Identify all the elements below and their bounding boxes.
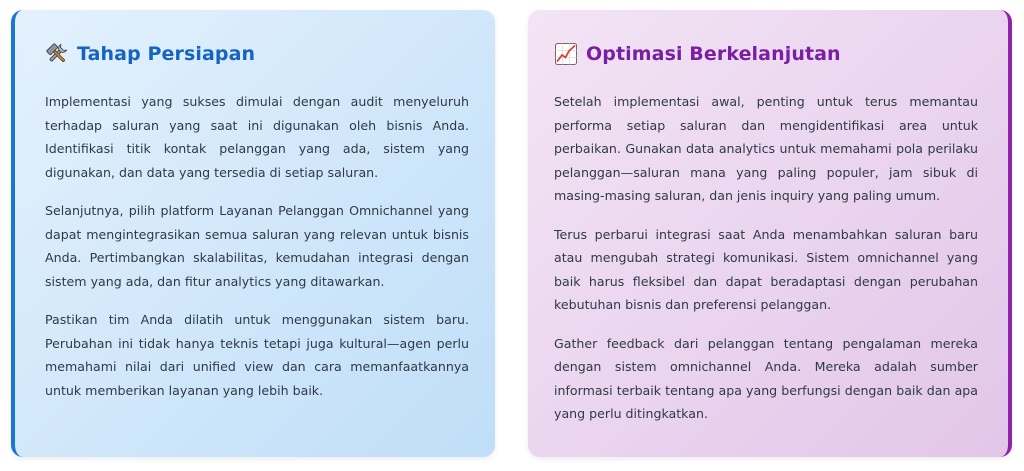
card-title-row	[554, 40, 978, 68]
card-title: Tahap Persiapan	[77, 43, 256, 65]
card-title-row	[45, 40, 469, 68]
hammer-wrench-icon	[45, 42, 69, 66]
card-paragraph: Setelah implementasi awal, penting untuk terus memantau performa setiap saluran dan mengidentifikasi area untuk perbaikan. Gunakan data analytics untuk memahami pola perilaku pelanggan—saluran mana yang paling populer, jam sibuk di masing-masing saluran, dan jenis inquiry yang paling umum.	[554, 94, 978, 203]
card-paragraph: Pastikan tim Anda dilatih untuk menggunakan sistem baru. Perubahan ini tidak hanya teknis tetapi juga kultural—agen perlu memahami nilai dari unified view dan cara memanfaatkannya untuk memberikan layanan yang lebih baik.	[45, 312, 469, 398]
card-optimization	[528, 10, 1012, 457]
card-paragraph: Terus perbarui integrasi saat Anda menambahkan saluran baru atau mengubah strategi komunikasi. Sistem omnichannel yang baik harus fleksibel dan dapat beradaptasi dengan perubahan kebutuhan bisnis dan preferensi pelanggan.	[554, 226, 978, 312]
card-preparation	[11, 10, 495, 457]
card-paragraph: Gather feedback dari pelanggan tentang pengalaman mereka dengan sistem omnichannel Anda. Mereka adalah sumber informasi terbaik tentang apa yang berfungsi dengan baik dan apa yang perlu ditingkatkan.	[554, 335, 978, 421]
chart-increasing-icon	[554, 42, 578, 66]
card-paragraph: Implementasi yang sukses dimulai dengan audit menyeluruh terhadap saluran yang saat ini digunakan oleh bisnis Anda. Identifikasi titik kontak pelanggan yang ada, sistem yang digunakan, dan data yang tersedia di setiap saluran.	[45, 94, 469, 180]
card-title: Optimasi Berkelanjutan	[586, 43, 841, 65]
card-paragraph: Selanjutnya, pilih platform Layanan Pelanggan Omnichannel yang dapat mengintegrasikan semua saluran yang relevan untuk bisnis Anda. Pertimbangkan skalabilitas, kemudahan integrasi dengan sistem yang ada, dan fitur analytics yang ditawarkan.	[45, 203, 469, 289]
